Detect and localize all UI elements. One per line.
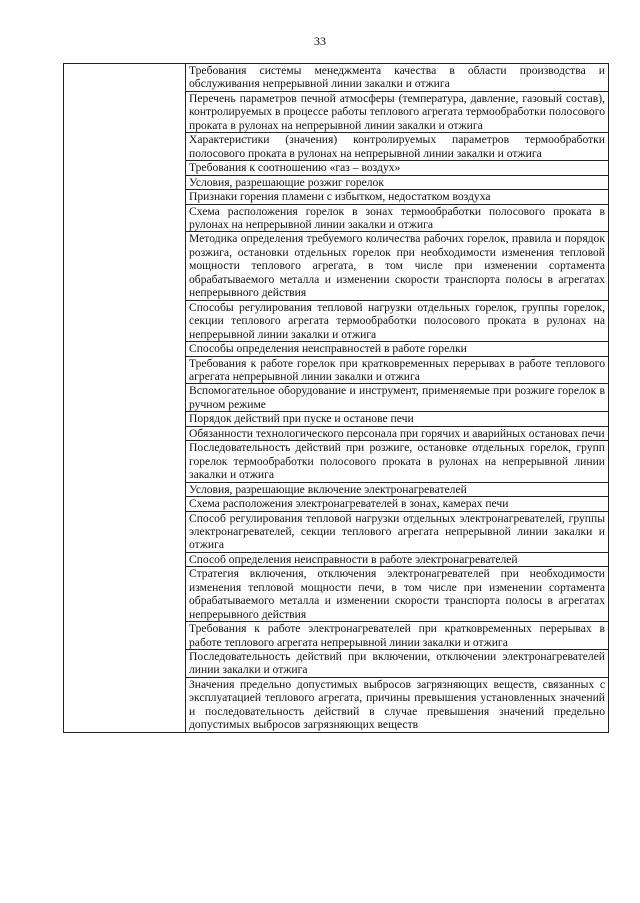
requirement-text: Требования к работе горелок при кратковременных перерывах в работе теплового агрегата непрерывной линии закалки и отжига: [186, 356, 609, 384]
requirement-text: Последовательность действий при включении, отключении электронагревателей линии закалки и отжига: [186, 650, 609, 678]
requirement-text: Обязанности технологического персонала при горячих и аварийных остановах печи: [186, 426, 609, 440]
requirement-text: Требования к соотношению «газ – воздух»: [186, 161, 609, 175]
requirement-text: Вспомогательное оборудование и инструмент, применяемые при розжиге горелок в ручном режиме: [186, 384, 609, 412]
requirement-text: Требования к работе электронагревателей при кратковременных перерывах в работе теплового агрегата непрерывной линии закалки и отжига: [186, 622, 609, 650]
requirement-text: Схема расположения горелок в зонах термообработки полосового проката в рулонах на непрерывной линии закалки и отжига: [186, 204, 609, 232]
requirement-text: Условия, разрешающие включение электронагревателей: [186, 482, 609, 496]
requirement-text: Схема расположения электронагревателей в зонах, камерах печи: [186, 497, 609, 511]
requirement-text: Стратегия включения, отключения электронагревателей при необходимости изменения тепловой мощности печи, в том числе при изменении сортамента обрабатываемого металла и изменении скорости транспорта полосы в агрегатах непрерывного действия: [186, 567, 609, 622]
requirement-text: Значения предельно допустимых выбросов загрязняющих веществ, связанных с эксплуатацией теплового агрегата, причины превышения установленных значений и последовательность действий в случае превышения значений предельно допустимых выбросов загрязняющих веществ: [186, 677, 609, 732]
requirement-text: Признаки горения пламени с избытком, недостатком воздуха: [186, 190, 609, 204]
requirement-text: Способы определения неисправностей в работе горелки: [186, 342, 609, 356]
requirement-text: Условия, разрешающие розжиг горелок: [186, 175, 609, 189]
requirement-text: Характеристики (значения) контролируемых параметров термообработки полосового проката в рулонах на непрерывной линии закалки и отжига: [186, 133, 609, 161]
requirement-text: Способ определения неисправности в работе электронагревателей: [186, 552, 609, 566]
requirement-text: Способы регулирования тепловой нагрузки отдельных горелок, группы горелок, секции теплового агрегата термообработки полосового проката в рулонах на непрерывной линии закалки и отжига: [186, 300, 609, 341]
requirement-text: Требования системы менеджмента качества в области производства и обслуживания непрерывной линии закалки и отжига: [186, 64, 609, 92]
requirement-text: Порядок действий при пуске и останове печи: [186, 412, 609, 426]
section-label-cell: [64, 64, 186, 733]
requirement-text: Методика определения требуемого количества рабочих горелок, правила и порядок розжига, остановки отдельных горелок при необходимости изменения тепловой мощности теплового агрегата, в том числе при изменении сортамента обрабатываемого металла и изменении скорости транспорта полосы в агрегатах непрерывного действия: [186, 232, 609, 300]
requirements-table: [63, 63, 609, 733]
requirement-text: Способ регулирования тепловой нагрузки отдельных электронагревателей, группы электронагревателей, секции теплового агрегата непрерывной линии закалки и отжига: [186, 511, 609, 552]
table-row: [64, 64, 609, 92]
page-number: 33: [314, 34, 326, 48]
requirement-text: Последовательность действий при розжиге, остановке отдельных горелок, групп горелок термообработки полосового проката в рулонах на непрерывной линии закалки и отжига: [186, 441, 609, 482]
requirements-table-body: [64, 64, 609, 733]
requirement-text: Перечень параметров печной атмосферы (температура, давление, газовый состав), контролируемых в процессе работы теплового агрегата термообработки полосового проката в рулонах на непрерывной линии закалки и отжига: [186, 91, 609, 132]
